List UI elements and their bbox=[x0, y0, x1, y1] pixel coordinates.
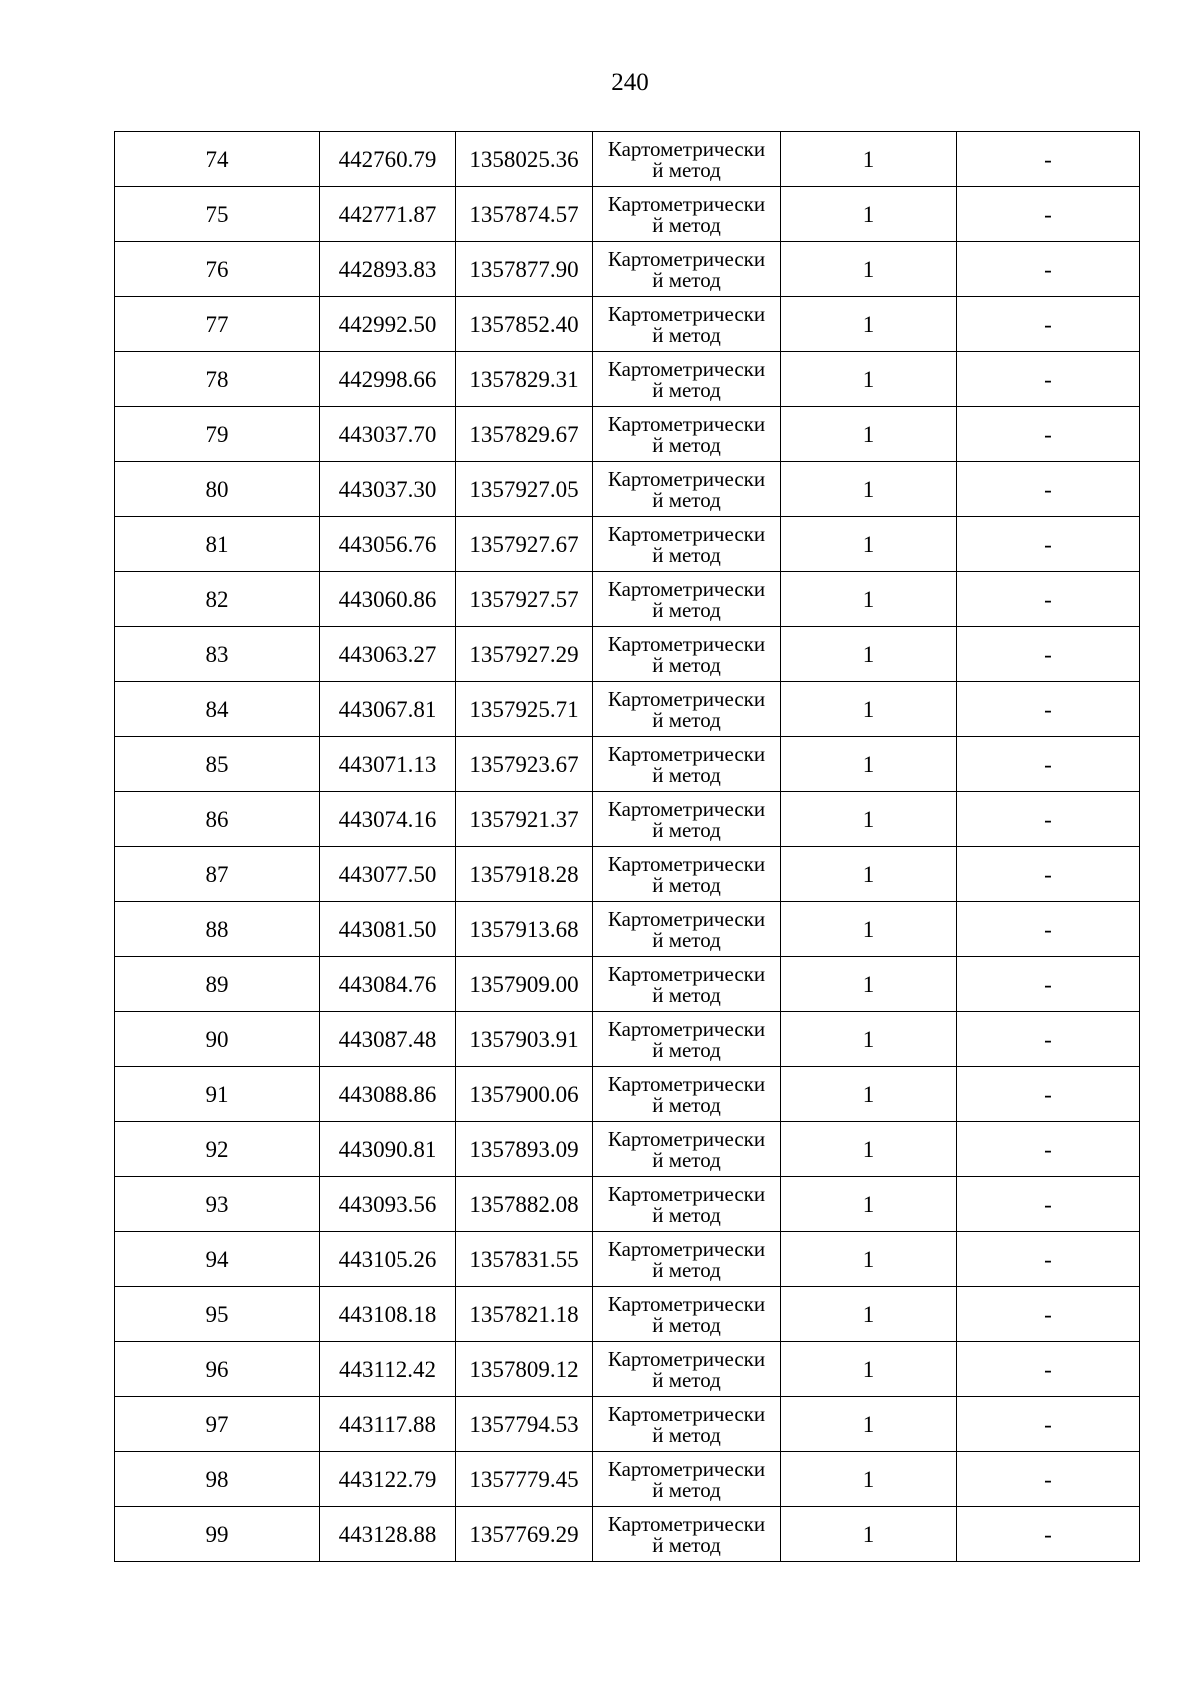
accuracy-cell: 1 bbox=[781, 352, 957, 407]
table-row bbox=[115, 1287, 1140, 1342]
accuracy-cell: 1 bbox=[781, 1177, 957, 1232]
note-cell: - bbox=[957, 1232, 1140, 1287]
point-number-cell: 75 bbox=[115, 187, 320, 242]
y-coordinate-cell: 1357831.55 bbox=[456, 1232, 593, 1287]
x-coordinate-cell: 443037.30 bbox=[320, 462, 456, 517]
table-row bbox=[115, 187, 1140, 242]
note-cell: - bbox=[957, 1397, 1140, 1452]
method-cell bbox=[593, 1067, 781, 1122]
note-cell: - bbox=[957, 517, 1140, 572]
x-coordinate-cell: 443112.42 bbox=[320, 1342, 456, 1397]
method-line-1: Картометрически bbox=[607, 1072, 766, 1096]
point-number-cell: 86 bbox=[115, 792, 320, 847]
method-line-1: Картометрически bbox=[607, 1017, 766, 1041]
method-cell bbox=[593, 847, 781, 902]
x-coordinate-cell: 443074.16 bbox=[320, 792, 456, 847]
accuracy-cell: 1 bbox=[781, 1012, 957, 1067]
point-number-cell: 82 bbox=[115, 572, 320, 627]
method-cell bbox=[593, 132, 781, 187]
x-coordinate-cell: 443108.18 bbox=[320, 1287, 456, 1342]
y-coordinate-cell: 1357893.09 bbox=[456, 1122, 593, 1177]
point-number-cell: 81 bbox=[115, 517, 320, 572]
method-line-1: Картометрически bbox=[607, 137, 766, 161]
x-coordinate-cell: 443067.81 bbox=[320, 682, 456, 737]
x-coordinate-cell: 443122.79 bbox=[320, 1452, 456, 1507]
method-cell bbox=[593, 1012, 781, 1067]
x-coordinate-cell: 442771.87 bbox=[320, 187, 456, 242]
point-number-cell: 80 bbox=[115, 462, 320, 517]
method-line-1: Картометрически bbox=[607, 412, 766, 436]
x-coordinate-cell: 442760.79 bbox=[320, 132, 456, 187]
table-row bbox=[115, 242, 1140, 297]
y-coordinate-cell: 1357852.40 bbox=[456, 297, 593, 352]
point-number-cell: 78 bbox=[115, 352, 320, 407]
note-cell: - bbox=[957, 297, 1140, 352]
point-number-cell: 83 bbox=[115, 627, 320, 682]
note-cell: - bbox=[957, 462, 1140, 517]
method-line-1: Картометрически bbox=[607, 797, 766, 821]
accuracy-cell: 1 bbox=[781, 462, 957, 517]
method-line-2: й метод bbox=[652, 1148, 721, 1172]
x-coordinate-cell: 443117.88 bbox=[320, 1397, 456, 1452]
accuracy-cell: 1 bbox=[781, 517, 957, 572]
y-coordinate-cell: 1357877.90 bbox=[456, 242, 593, 297]
method-line-2: й метод bbox=[652, 433, 721, 457]
accuracy-cell: 1 bbox=[781, 627, 957, 682]
method-line-2: й метод bbox=[652, 1533, 721, 1557]
table-row bbox=[115, 1452, 1140, 1507]
x-coordinate-cell: 443090.81 bbox=[320, 1122, 456, 1177]
method-line-1: Картометрически bbox=[607, 357, 766, 381]
method-line-1: Картометрически bbox=[607, 1182, 766, 1206]
y-coordinate-cell: 1357909.00 bbox=[456, 957, 593, 1012]
method-line-1: Картометрически bbox=[607, 962, 766, 986]
accuracy-cell: 1 bbox=[781, 957, 957, 1012]
method-cell bbox=[593, 902, 781, 957]
x-coordinate-cell: 443087.48 bbox=[320, 1012, 456, 1067]
accuracy-cell: 1 bbox=[781, 1452, 957, 1507]
note-cell: - bbox=[957, 1177, 1140, 1232]
method-line-2: й метод bbox=[652, 598, 721, 622]
method-line-2: й метод bbox=[652, 818, 721, 842]
note-cell: - bbox=[957, 902, 1140, 957]
table-row bbox=[115, 847, 1140, 902]
method-line-1: Картометрически bbox=[607, 1347, 766, 1371]
point-number-cell: 90 bbox=[115, 1012, 320, 1067]
x-coordinate-cell: 443088.86 bbox=[320, 1067, 456, 1122]
method-line-1: Картометрически bbox=[607, 302, 766, 326]
point-number-cell: 79 bbox=[115, 407, 320, 462]
method-line-1: Картометрически bbox=[607, 1402, 766, 1426]
table-row bbox=[115, 902, 1140, 957]
point-number-cell: 89 bbox=[115, 957, 320, 1012]
accuracy-cell: 1 bbox=[781, 132, 957, 187]
method-line-2: й метод bbox=[652, 983, 721, 1007]
accuracy-cell: 1 bbox=[781, 572, 957, 627]
note-cell: - bbox=[957, 187, 1140, 242]
accuracy-cell: 1 bbox=[781, 297, 957, 352]
note-cell: - bbox=[957, 1507, 1140, 1562]
y-coordinate-cell: 1357927.67 bbox=[456, 517, 593, 572]
y-coordinate-cell: 1357829.67 bbox=[456, 407, 593, 462]
y-coordinate-cell: 1357923.67 bbox=[456, 737, 593, 792]
table-row bbox=[115, 1507, 1140, 1562]
note-cell: - bbox=[957, 1067, 1140, 1122]
table-row bbox=[115, 1177, 1140, 1232]
method-line-2: й метод bbox=[652, 213, 721, 237]
method-line-2: й метод bbox=[652, 1038, 721, 1062]
method-line-2: й метод bbox=[652, 268, 721, 292]
point-number-cell: 88 bbox=[115, 902, 320, 957]
note-cell: - bbox=[957, 682, 1140, 737]
accuracy-cell: 1 bbox=[781, 1507, 957, 1562]
accuracy-cell: 1 bbox=[781, 792, 957, 847]
method-line-2: й метод bbox=[652, 378, 721, 402]
method-line-1: Картометрически bbox=[607, 247, 766, 271]
y-coordinate-cell: 1357903.91 bbox=[456, 1012, 593, 1067]
point-number-cell: 95 bbox=[115, 1287, 320, 1342]
method-cell bbox=[593, 792, 781, 847]
table-row bbox=[115, 1012, 1140, 1067]
method-line-1: Картометрически bbox=[607, 467, 766, 491]
method-cell bbox=[593, 1342, 781, 1397]
accuracy-cell: 1 bbox=[781, 1342, 957, 1397]
x-coordinate-cell: 443077.50 bbox=[320, 847, 456, 902]
method-line-2: й метод bbox=[652, 928, 721, 952]
y-coordinate-cell: 1357769.29 bbox=[456, 1507, 593, 1562]
method-line-1: Картометрически bbox=[607, 192, 766, 216]
table-row bbox=[115, 1342, 1140, 1397]
y-coordinate-cell: 1357925.71 bbox=[456, 682, 593, 737]
table-row bbox=[115, 462, 1140, 517]
x-coordinate-cell: 443037.70 bbox=[320, 407, 456, 462]
method-line-1: Картометрически bbox=[607, 852, 766, 876]
method-line-1: Картометрически bbox=[607, 577, 766, 601]
method-line-1: Картометрически bbox=[607, 1292, 766, 1316]
note-cell: - bbox=[957, 242, 1140, 297]
method-line-2: й метод bbox=[652, 158, 721, 182]
method-cell bbox=[593, 627, 781, 682]
point-number-cell: 93 bbox=[115, 1177, 320, 1232]
method-line-2: й метод bbox=[652, 1423, 721, 1447]
table-row bbox=[115, 132, 1140, 187]
method-line-1: Картометрически bbox=[607, 1457, 766, 1481]
method-cell bbox=[593, 187, 781, 242]
method-cell bbox=[593, 737, 781, 792]
y-coordinate-cell: 1357809.12 bbox=[456, 1342, 593, 1397]
accuracy-cell: 1 bbox=[781, 242, 957, 297]
method-line-1: Картометрически bbox=[607, 1127, 766, 1151]
method-line-2: й метод bbox=[652, 1313, 721, 1337]
method-cell bbox=[593, 1122, 781, 1177]
point-number-cell: 77 bbox=[115, 297, 320, 352]
x-coordinate-cell: 442893.83 bbox=[320, 242, 456, 297]
accuracy-cell: 1 bbox=[781, 187, 957, 242]
method-line-2: й метод bbox=[652, 1258, 721, 1282]
point-number-cell: 76 bbox=[115, 242, 320, 297]
note-cell: - bbox=[957, 1287, 1140, 1342]
x-coordinate-cell: 443071.13 bbox=[320, 737, 456, 792]
note-cell: - bbox=[957, 1122, 1140, 1177]
x-coordinate-cell: 443081.50 bbox=[320, 902, 456, 957]
coordinates-table bbox=[114, 131, 1140, 1562]
method-cell bbox=[593, 572, 781, 627]
accuracy-cell: 1 bbox=[781, 407, 957, 462]
table-row bbox=[115, 1397, 1140, 1452]
note-cell: - bbox=[957, 627, 1140, 682]
method-line-2: й метод bbox=[652, 1203, 721, 1227]
table-row bbox=[115, 1122, 1140, 1177]
note-cell: - bbox=[957, 352, 1140, 407]
method-cell bbox=[593, 1287, 781, 1342]
table-row bbox=[115, 517, 1140, 572]
method-line-1: Картометрически bbox=[607, 742, 766, 766]
point-number-cell: 87 bbox=[115, 847, 320, 902]
x-coordinate-cell: 442992.50 bbox=[320, 297, 456, 352]
x-coordinate-cell: 443093.56 bbox=[320, 1177, 456, 1232]
note-cell: - bbox=[957, 407, 1140, 462]
method-line-2: й метод bbox=[652, 543, 721, 567]
method-line-2: й метод bbox=[652, 708, 721, 732]
accuracy-cell: 1 bbox=[781, 1122, 957, 1177]
y-coordinate-cell: 1357918.28 bbox=[456, 847, 593, 902]
note-cell: - bbox=[957, 132, 1140, 187]
method-line-1: Картометрически bbox=[607, 1237, 766, 1261]
accuracy-cell: 1 bbox=[781, 1232, 957, 1287]
method-line-2: й метод bbox=[652, 488, 721, 512]
table-row bbox=[115, 297, 1140, 352]
table-row bbox=[115, 792, 1140, 847]
method-cell bbox=[593, 1452, 781, 1507]
y-coordinate-cell: 1357927.29 bbox=[456, 627, 593, 682]
point-number-cell: 85 bbox=[115, 737, 320, 792]
coordinates-table-body bbox=[115, 132, 1140, 1562]
method-cell bbox=[593, 1232, 781, 1287]
y-coordinate-cell: 1358025.36 bbox=[456, 132, 593, 187]
method-line-1: Картометрически bbox=[607, 907, 766, 931]
note-cell: - bbox=[957, 957, 1140, 1012]
point-number-cell: 91 bbox=[115, 1067, 320, 1122]
table-row bbox=[115, 1232, 1140, 1287]
method-line-1: Картометрически bbox=[607, 1512, 766, 1536]
method-cell bbox=[593, 957, 781, 1012]
y-coordinate-cell: 1357821.18 bbox=[456, 1287, 593, 1342]
accuracy-cell: 1 bbox=[781, 737, 957, 792]
table-row bbox=[115, 737, 1140, 792]
method-cell bbox=[593, 517, 781, 572]
accuracy-cell: 1 bbox=[781, 1067, 957, 1122]
point-number-cell: 84 bbox=[115, 682, 320, 737]
table-row bbox=[115, 682, 1140, 737]
y-coordinate-cell: 1357829.31 bbox=[456, 352, 593, 407]
method-line-1: Картометрически bbox=[607, 522, 766, 546]
y-coordinate-cell: 1357927.05 bbox=[456, 462, 593, 517]
table-row bbox=[115, 407, 1140, 462]
note-cell: - bbox=[957, 572, 1140, 627]
point-number-cell: 94 bbox=[115, 1232, 320, 1287]
point-number-cell: 98 bbox=[115, 1452, 320, 1507]
method-line-1: Картометрически bbox=[607, 632, 766, 656]
y-coordinate-cell: 1357913.68 bbox=[456, 902, 593, 957]
point-number-cell: 96 bbox=[115, 1342, 320, 1397]
accuracy-cell: 1 bbox=[781, 1287, 957, 1342]
x-coordinate-cell: 443128.88 bbox=[320, 1507, 456, 1562]
method-cell bbox=[593, 407, 781, 462]
method-line-2: й метод bbox=[652, 873, 721, 897]
point-number-cell: 92 bbox=[115, 1122, 320, 1177]
table-row bbox=[115, 1067, 1140, 1122]
method-line-2: й метод bbox=[652, 1368, 721, 1392]
x-coordinate-cell: 443060.86 bbox=[320, 572, 456, 627]
y-coordinate-cell: 1357921.37 bbox=[456, 792, 593, 847]
y-coordinate-cell: 1357882.08 bbox=[456, 1177, 593, 1232]
method-line-2: й метод bbox=[652, 763, 721, 787]
point-number-cell: 97 bbox=[115, 1397, 320, 1452]
method-line-1: Картометрически bbox=[607, 687, 766, 711]
method-cell bbox=[593, 1177, 781, 1232]
table-row bbox=[115, 627, 1140, 682]
x-coordinate-cell: 443105.26 bbox=[320, 1232, 456, 1287]
method-cell bbox=[593, 297, 781, 352]
y-coordinate-cell: 1357927.57 bbox=[456, 572, 593, 627]
table-row bbox=[115, 572, 1140, 627]
method-cell bbox=[593, 682, 781, 737]
note-cell: - bbox=[957, 737, 1140, 792]
y-coordinate-cell: 1357874.57 bbox=[456, 187, 593, 242]
method-cell bbox=[593, 1507, 781, 1562]
note-cell: - bbox=[957, 1342, 1140, 1397]
method-line-2: й метод bbox=[652, 323, 721, 347]
table-row bbox=[115, 352, 1140, 407]
accuracy-cell: 1 bbox=[781, 682, 957, 737]
x-coordinate-cell: 443084.76 bbox=[320, 957, 456, 1012]
accuracy-cell: 1 bbox=[781, 902, 957, 957]
x-coordinate-cell: 443063.27 bbox=[320, 627, 456, 682]
accuracy-cell: 1 bbox=[781, 1397, 957, 1452]
y-coordinate-cell: 1357779.45 bbox=[456, 1452, 593, 1507]
x-coordinate-cell: 443056.76 bbox=[320, 517, 456, 572]
x-coordinate-cell: 442998.66 bbox=[320, 352, 456, 407]
note-cell: - bbox=[957, 1012, 1140, 1067]
page-number: 240 bbox=[611, 69, 649, 96]
note-cell: - bbox=[957, 792, 1140, 847]
method-cell bbox=[593, 242, 781, 297]
point-number-cell: 74 bbox=[115, 132, 320, 187]
method-cell bbox=[593, 1397, 781, 1452]
method-line-2: й метод bbox=[652, 1093, 721, 1117]
method-cell bbox=[593, 462, 781, 517]
note-cell: - bbox=[957, 847, 1140, 902]
method-line-2: й метод bbox=[652, 653, 721, 677]
method-cell bbox=[593, 352, 781, 407]
accuracy-cell: 1 bbox=[781, 847, 957, 902]
table-row bbox=[115, 957, 1140, 1012]
y-coordinate-cell: 1357900.06 bbox=[456, 1067, 593, 1122]
point-number-cell: 99 bbox=[115, 1507, 320, 1562]
method-line-2: й метод bbox=[652, 1478, 721, 1502]
note-cell: - bbox=[957, 1452, 1140, 1507]
y-coordinate-cell: 1357794.53 bbox=[456, 1397, 593, 1452]
